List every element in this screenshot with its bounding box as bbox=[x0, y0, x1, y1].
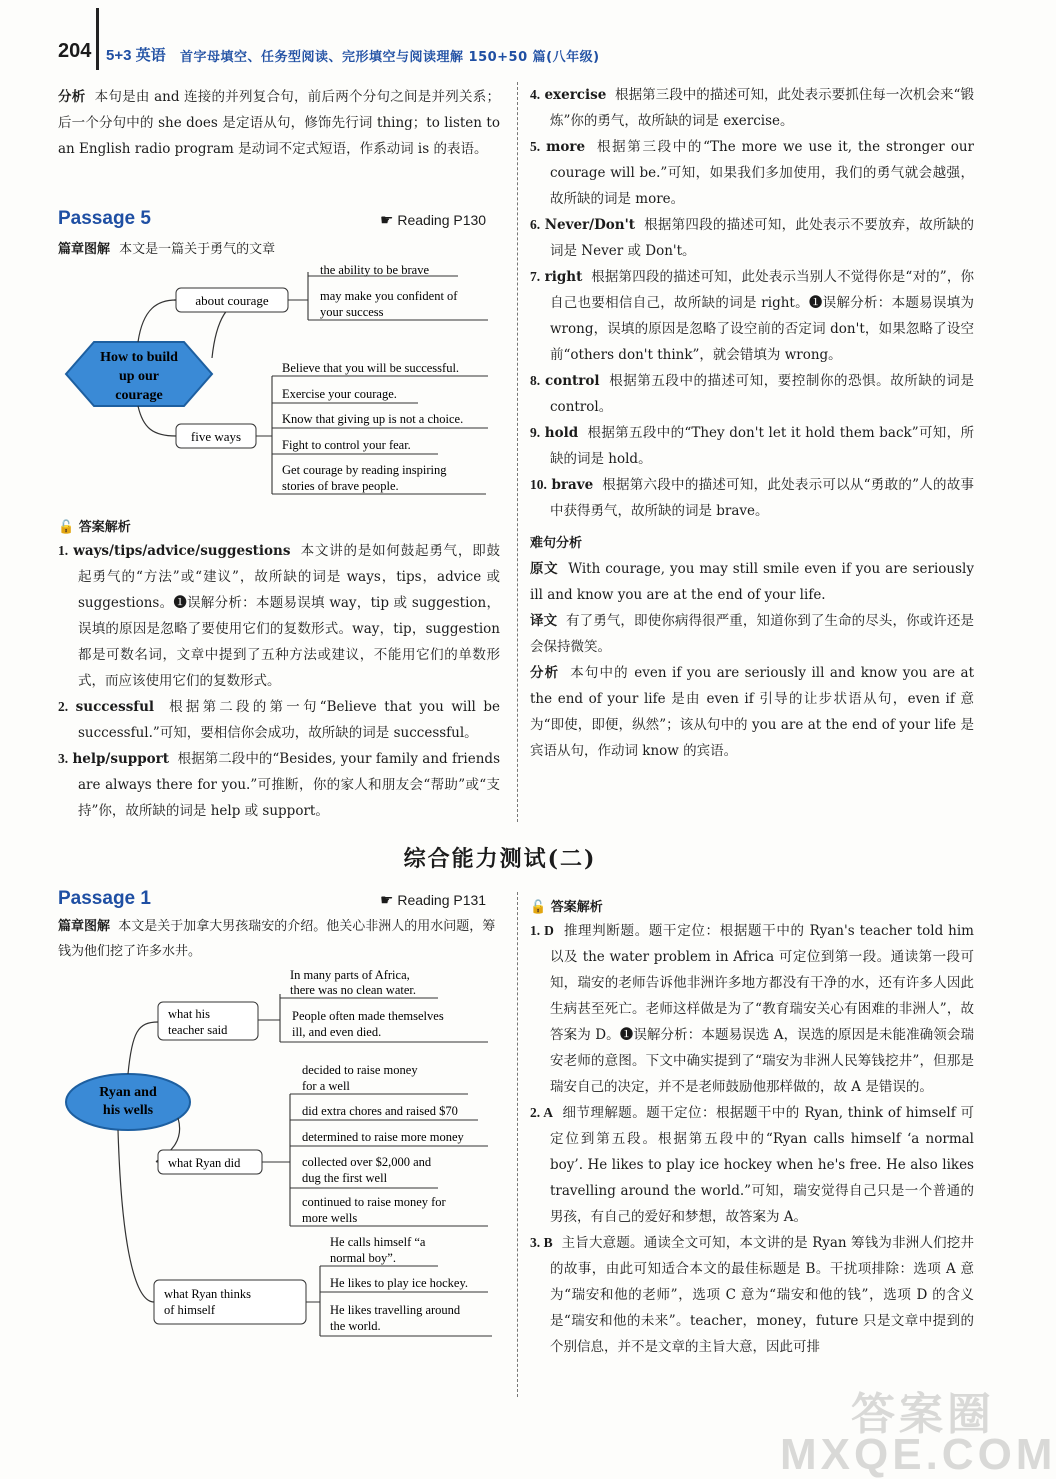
answer-num: 2. bbox=[58, 699, 69, 714]
answer-item bbox=[530, 212, 974, 264]
trans-label: 译文 bbox=[530, 613, 558, 628]
leaf-2-5b: stories of brave people. bbox=[282, 479, 399, 493]
lock-icon: 🔓 bbox=[58, 520, 75, 535]
leaf-2-4b: dug the first well bbox=[302, 1171, 388, 1185]
answer-item bbox=[530, 420, 974, 472]
answers-label: 答案解析 bbox=[78, 520, 131, 535]
page-number: 204 bbox=[58, 40, 92, 62]
leaf-2-1a: decided to raise money bbox=[302, 1063, 418, 1077]
leaf-3-2: He likes to play ice hockey. bbox=[330, 1276, 469, 1290]
answer-key: more bbox=[546, 139, 586, 155]
answer-text: 根据第三段中的描述可知，此处表示要抓住每一次机会来“锻炼”你的勇气，故所缺的词是 exercise。 bbox=[550, 87, 974, 129]
answers-label: 答案解析 bbox=[550, 900, 603, 915]
answer-key: right bbox=[544, 269, 583, 285]
leaf-1-1a: In many parts of Africa, bbox=[290, 968, 410, 982]
hand-icon: ☛ bbox=[380, 212, 394, 229]
difficult-analysis bbox=[530, 660, 974, 764]
passage5-answers-heading bbox=[58, 516, 131, 535]
answer-num: 3. B bbox=[530, 1235, 553, 1250]
brand-logo: 5+3 英语 bbox=[106, 47, 166, 64]
answer-text: 根据第五段中的“They don't let it hold them back”可知，所缺的词是 hold。 bbox=[550, 425, 974, 467]
answer-text: 细节理解题。题干定位：根据题干中的 Ryan, think of himself 可定位到第五段。根据第五段中的“Ryan calls himself ‘a normal boy’. He likes to play ice hockey when he's free. He also likes travelling around the world.”可知，瑞安觉得自己只是一个普通的男孩，有自己的爱好和梦想，故答案为 A。 bbox=[550, 1105, 974, 1225]
answer-num: 4. bbox=[530, 87, 541, 102]
answer-item bbox=[530, 368, 974, 420]
answer-key: Never/Don't bbox=[544, 217, 635, 233]
passage1-title: Passage 1 bbox=[58, 888, 151, 909]
answer-key: control bbox=[544, 373, 600, 389]
answer-text: 根据第三段中的“The more we use it, the stronger our courage will be.”可知，如果我们多加使用，我们的勇气就会越强，故所缺的词是 more。 bbox=[550, 139, 974, 207]
leaf-2-3: Know that giving up is not a choice. bbox=[282, 412, 464, 426]
answer-text: 根据第四段的描述可知，此处表示不要放弃，故所缺的词是 Never 或 Don't。 bbox=[550, 217, 975, 259]
passage1-answers-heading bbox=[530, 896, 603, 915]
section-title: 综合能力测试(二) bbox=[403, 846, 597, 872]
header-divider bbox=[96, 8, 99, 70]
passage5-mindmap bbox=[58, 258, 503, 500]
summary-label: 篇章图解 bbox=[58, 919, 111, 934]
answer-text: 根据第二段中的“Besides, your family and friends are always there for you.”可推断，你的家人和朋友会“帮助”或“支持”你，故所缺的词是 help 或 support。 bbox=[78, 751, 500, 819]
answer-num: 6. bbox=[530, 217, 541, 232]
branch3-connector bbox=[118, 1130, 154, 1302]
branch1-connector bbox=[128, 1022, 158, 1074]
branch2-connector bbox=[138, 406, 176, 436]
answer-num: 1. bbox=[58, 543, 69, 558]
leaf-2-2: did extra chores and raised $70 bbox=[302, 1104, 458, 1118]
answer-item bbox=[58, 538, 500, 694]
branch2-label: five ways bbox=[190, 429, 242, 444]
trans-text: 有了勇气，即使你病得很严重，知道你到了生命的尽头，你或许还是会保持微笑。 bbox=[530, 613, 975, 655]
branch1-connector bbox=[138, 300, 176, 342]
answer-text: 根据第六段中的描述可知，此处表示可以从“勇敢的”人的故事中获得勇气，故所缺的词是 brave。 bbox=[550, 477, 975, 519]
answer-num: 3. bbox=[58, 751, 69, 766]
leaf-3-1b: normal boy”. bbox=[330, 1251, 396, 1265]
answer-text: 推理判断题。题干定位：根据题干中的 Ryan's teacher told him 以及 the water problem in Africa 可定位到第一段。通读第一段可知，瑞安的老师告诉他非洲许多地方都没有干净的水，还有许多人因此生病甚至死亡。老师这样做是为了“教育瑞安关心有困难的非洲人”，故答案为 D。❶误解分析：本题易误选 A，误选的原因是未能准确领会瑞安老师的意图。下文中确实提到了“瑞安为非洲人民筹钱挖井”，但那是瑞安自己的决定，并不是老师鼓励他那样做的，故 A 是错误的。 bbox=[550, 923, 974, 1095]
answer-item bbox=[58, 694, 500, 746]
analysis-label: 分析 bbox=[58, 89, 86, 104]
difficult-analysis-label: 分析 bbox=[530, 665, 560, 680]
column-divider bbox=[517, 82, 518, 822]
leaf-3-3a: He likes travelling around bbox=[330, 1303, 461, 1317]
branch2-label: what Ryan did bbox=[168, 1156, 241, 1170]
leaf-2-5b: more wells bbox=[302, 1211, 358, 1225]
answer-num: 10. bbox=[530, 477, 547, 492]
answer-num: 7. bbox=[530, 269, 541, 284]
answer-num: 1. D bbox=[530, 923, 554, 938]
orig-label: 原文 bbox=[530, 561, 559, 576]
passage5-title: Passage 5 bbox=[58, 208, 151, 229]
passage5-reading-ref bbox=[380, 211, 486, 229]
leaf-1-2b: ill, and even died. bbox=[292, 1025, 382, 1039]
lock-icon: 🔓 bbox=[530, 900, 547, 915]
answer-text: 根据第五段中的描述可知，要控制你的恐惧。故所缺的词是 control。 bbox=[550, 373, 974, 415]
leaf-3-3b: the world. bbox=[330, 1319, 381, 1333]
difficult-translation bbox=[530, 608, 974, 660]
answer-key: hold bbox=[544, 425, 579, 441]
leaf-1-2a: People often made themselves bbox=[292, 1009, 444, 1023]
difficult-analysis-text: 本句中的 even if you are seriously ill and know you are at the end of your life 是由 even if 引导的让步状语从句，even if 意为“即使，即便，纵然”；该从句中的 you are at the end of your life 是宾语从句，作动词 know 的宾语。 bbox=[530, 665, 975, 759]
leaf-2-5a: continued to raise money for bbox=[302, 1195, 446, 1209]
leaf-2-1b: for a well bbox=[302, 1079, 350, 1093]
branch1-label: about courage bbox=[195, 293, 269, 308]
center-label-1: Ryan and bbox=[99, 1085, 157, 1100]
answer-key: successful bbox=[75, 699, 155, 715]
leaf-2-4: Fight to control your fear. bbox=[282, 438, 411, 452]
answer-item bbox=[530, 472, 974, 524]
leaf-2-1: Believe that you will be successful. bbox=[282, 361, 460, 375]
branch3-label-1: what Ryan thinks bbox=[164, 1287, 251, 1301]
leaf-1-1: the ability to be brave bbox=[320, 263, 429, 277]
passage5-reading-label: Reading P130 bbox=[397, 212, 487, 228]
difficult-original bbox=[530, 556, 974, 608]
answer-num: 5. bbox=[530, 139, 541, 154]
analysis-block bbox=[58, 84, 500, 162]
passage5-answers-left bbox=[58, 538, 500, 824]
summary-label: 篇章图解 bbox=[58, 242, 111, 257]
analysis-text: 本句是由 and 连接的并列复合句，前后两个分句之间是并列关系；后一个分句中的 she does 是定语从句，修饰先行词 thing；to listen to an English radio program 是动词不定式短语，作系动词 is 的表语。 bbox=[58, 89, 501, 157]
answer-key: exercise bbox=[544, 87, 607, 103]
answer-key: help/support bbox=[72, 751, 170, 767]
summary-text: 本文是关于加拿大男孩瑞安的介绍。他关心非洲人的用水问题，筹钱为他们挖了许多水井。 bbox=[58, 919, 496, 959]
answer-key: ways/tips/advice/suggestions bbox=[73, 543, 291, 559]
center-label-1: How to build bbox=[100, 350, 178, 365]
leaf-2-2: Exercise your courage. bbox=[282, 387, 397, 401]
answer-text: 根据第四段的描述可知，此处表示当别人不觉得你是“对的”，你自己也要相信自己，故所缺的词是 right。❶误解分析：本题易误填为 wrong，误填的原因是忽略了设空前的否定词 don't，如果忽略了设空前“others don't think”，就会错填为 wrong。 bbox=[550, 269, 974, 363]
difficult-heading: 难句分析 bbox=[530, 536, 583, 551]
passage1-reading-label: Reading P131 bbox=[397, 892, 487, 908]
answer-key: brave bbox=[551, 477, 594, 493]
branch1-label-1: what his bbox=[168, 1007, 211, 1021]
summary-text: 本文是一篇关于勇气的文章 bbox=[119, 242, 276, 257]
answer-item bbox=[530, 918, 974, 1100]
leaf-2-5a: Get courage by reading inspiring bbox=[282, 463, 447, 477]
answer-item bbox=[530, 1230, 974, 1360]
leaf-1-2a: may make you confident of bbox=[320, 289, 458, 303]
leaf-1-1b: there was no clean water. bbox=[290, 983, 416, 997]
answer-text: 本文讲的是如何鼓起勇气，即鼓起勇气的“方法”或“建议”，故所缺的词是 ways，tips，advice 或 suggestions。❶误解分析：本题易误填 way，tip 或 suggestion，误填的原因是忽略了要使用它们的复数形式。way，tip，suggestion 都是可数名词，文章中提到了五种方法或建议，不能用它们的单数形式，而应该使用它们的复数形式。 bbox=[78, 543, 501, 689]
answer-num: 9. bbox=[530, 425, 541, 440]
answer-item bbox=[530, 1100, 974, 1230]
answer-item bbox=[530, 134, 974, 212]
center-label-2: his wells bbox=[102, 1103, 154, 1118]
passage5-summary bbox=[58, 238, 275, 257]
watermark: 答案圈 MXQE.COM bbox=[780, 1390, 1056, 1479]
leaf-1-2b: your success bbox=[320, 305, 384, 319]
answer-item bbox=[530, 264, 974, 368]
passage1-summary bbox=[58, 914, 503, 964]
hand-icon: ☛ bbox=[380, 892, 394, 909]
orig-text: With courage, you may still smile even if you are seriously ill and know you are at the end of your life. bbox=[530, 561, 974, 603]
leaf-2-3: determined to raise more money bbox=[302, 1130, 464, 1144]
branch3-label-2: of himself bbox=[164, 1303, 216, 1317]
leaf-3-1a: He calls himself “a bbox=[330, 1235, 426, 1249]
answer-num: 2. A bbox=[530, 1105, 553, 1120]
passage1-answers bbox=[530, 918, 974, 1402]
branch1-label-2: teacher said bbox=[168, 1023, 228, 1037]
answer-num: 8. bbox=[530, 373, 541, 388]
answer-item bbox=[58, 746, 500, 824]
leaf-2-4a: collected over $2,000 and bbox=[302, 1155, 432, 1169]
answer-text: 主旨大意题。通读全文可知，本文讲的是 Ryan 筹钱为非洲人们挖井的故事，由此可知适合本文的最佳标题是 B。干扰项排除：选项 A 意为“瑞安和他的老师”，选项 C 意为“瑞安和他的钱”，选项 D 的含义是“瑞安和他的未来”。teacher，money，future 只是文章中提到的个别信息，并不是文章的主旨大意，因此可排 bbox=[550, 1235, 974, 1355]
mindmap-center-node bbox=[66, 1074, 190, 1130]
passage1-mindmap bbox=[58, 962, 503, 1342]
book-title: 首字母填空、任务型阅读、完形填空与阅读理解 150+50 篇(八年级) bbox=[180, 50, 600, 65]
answer-item bbox=[530, 82, 974, 134]
center-label-3: courage bbox=[115, 388, 163, 403]
passage1-reading-ref bbox=[380, 891, 486, 909]
answer-text: 根据第二段的第一句“Believe that you will be successful.”可知，要相信你会成功，故所缺的词是 successful。 bbox=[78, 699, 500, 741]
passage5-answers-right bbox=[530, 82, 974, 764]
column-divider-bottom bbox=[517, 892, 518, 1397]
center-label-2: up our bbox=[118, 369, 160, 384]
